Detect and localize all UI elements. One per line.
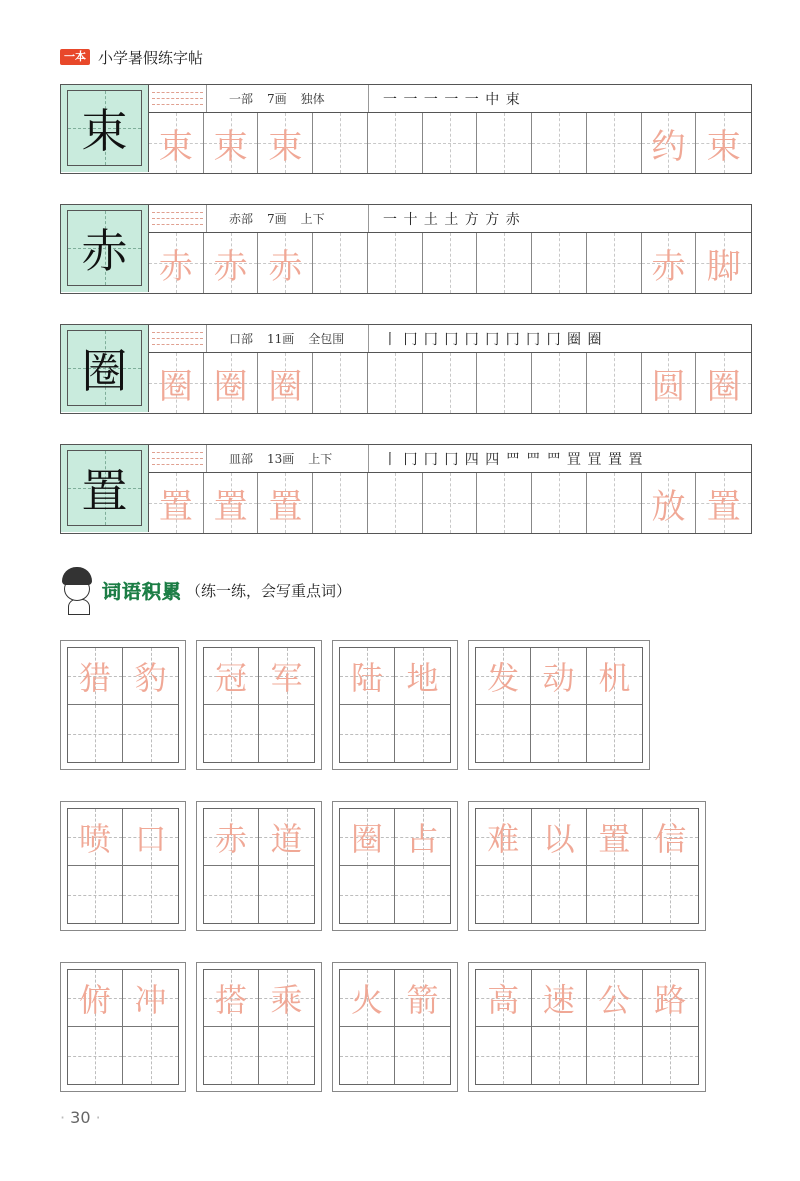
grid-line <box>368 503 422 504</box>
word-cell[interactable] <box>68 1027 123 1084</box>
word-cell[interactable] <box>123 648 178 705</box>
trace-char: 冲 <box>134 981 167 1019</box>
stroke-count: 13画 <box>267 452 295 466</box>
word-cell[interactable] <box>204 1027 259 1084</box>
pinyin-writing-box[interactable] <box>149 325 207 352</box>
practice-cell[interactable] <box>587 473 642 533</box>
practice-cell[interactable] <box>149 233 204 293</box>
word-cell[interactable] <box>643 1027 699 1084</box>
vocab-section-heading <box>58 560 351 620</box>
word-cell[interactable] <box>395 705 450 762</box>
char-practice-row <box>60 444 752 534</box>
practice-cell[interactable] <box>477 113 532 173</box>
grid-line <box>423 263 477 264</box>
series-badge: 一本 <box>60 49 90 65</box>
trace-char: 束 <box>268 126 303 167</box>
practice-cell[interactable] <box>696 113 751 173</box>
stroke-order: 丨 冂 冂 冂 冂 冂 冂 冂 冂 圈 圈 <box>383 331 603 348</box>
practice-cell[interactable] <box>258 113 313 173</box>
grid-line <box>476 895 531 896</box>
word-grid <box>339 969 451 1085</box>
word-cell[interactable] <box>68 648 123 705</box>
word-cell[interactable] <box>340 705 395 762</box>
practice-cell[interactable] <box>642 233 697 293</box>
char-meta <box>211 85 369 112</box>
word-cell[interactable] <box>204 648 259 705</box>
char-practice-row <box>60 84 752 174</box>
structure-label: 全包围 <box>308 332 345 346</box>
trace-char: 圈 <box>158 366 193 407</box>
grid-line <box>259 1056 314 1057</box>
trace-char: 火 <box>350 981 383 1019</box>
practice-cell[interactable] <box>313 233 368 293</box>
trace-char: 圈 <box>350 820 383 858</box>
char-meta <box>211 205 369 232</box>
word-practice-box <box>332 962 458 1092</box>
word-cell[interactable] <box>643 809 699 866</box>
practice-cell[interactable] <box>532 473 587 533</box>
word-cell[interactable] <box>340 1027 395 1084</box>
grid-line <box>532 383 586 384</box>
word-cell[interactable] <box>476 970 532 1027</box>
word-cell[interactable] <box>395 809 450 866</box>
word-practice-box <box>332 640 458 770</box>
pinyin-line <box>152 218 203 219</box>
grid-line <box>368 143 422 144</box>
practice-cell[interactable] <box>423 353 478 413</box>
radical-label: 皿部 <box>229 452 254 466</box>
grid-line <box>587 895 642 896</box>
grid-line <box>532 503 586 504</box>
trace-char: 放 <box>651 486 686 527</box>
grid-line <box>313 263 367 264</box>
radical-label: 一部 <box>229 92 254 106</box>
grid-line <box>643 1056 699 1057</box>
word-cell[interactable] <box>68 970 123 1027</box>
model-char-grid <box>67 210 142 286</box>
practice-cell[interactable] <box>477 353 532 413</box>
word-cell[interactable] <box>476 1027 532 1084</box>
word-cell[interactable] <box>259 809 314 866</box>
trace-char: 高 <box>487 981 520 1019</box>
word-grid <box>67 969 179 1085</box>
grid-line <box>587 503 641 504</box>
practice-cell[interactable] <box>258 353 313 413</box>
word-grid <box>339 808 451 924</box>
stroke-order: 丨 冂 冂 冂 四 四 罒 罒 罒 罝 罝 置 置 <box>383 451 644 468</box>
char-info-bar <box>149 205 751 233</box>
practice-cell[interactable] <box>532 113 587 173</box>
word-cell[interactable] <box>476 648 531 705</box>
practice-cells <box>149 353 751 413</box>
grid-line <box>423 503 477 504</box>
grid-line <box>313 143 367 144</box>
practice-cell[interactable] <box>313 353 368 413</box>
radical-label: 口部 <box>229 332 254 346</box>
page-number: · 30 · <box>60 1108 101 1127</box>
grid-line <box>587 1056 642 1057</box>
word-cell[interactable] <box>259 866 314 923</box>
pinyin-line <box>152 98 203 99</box>
trace-char: 脚 <box>706 246 741 287</box>
grid-line <box>643 895 699 896</box>
model-char-grid <box>67 90 142 166</box>
word-practice-box <box>196 962 322 1092</box>
word-cell[interactable] <box>395 1027 450 1084</box>
grid-line <box>123 1056 178 1057</box>
grid-line <box>123 734 178 735</box>
pinyin-writing-box[interactable] <box>149 445 207 472</box>
vocab-title: 词语积累 <box>102 580 183 603</box>
word-grid <box>203 969 315 1085</box>
trace-char: 赤 <box>213 246 248 287</box>
trace-char: 速 <box>542 981 575 1019</box>
word-practice-box <box>60 962 186 1092</box>
grid-line <box>532 143 586 144</box>
word-cell[interactable] <box>204 970 259 1027</box>
model-char-cell <box>61 205 149 292</box>
grid-line <box>423 143 477 144</box>
practice-cell[interactable] <box>423 113 478 173</box>
trace-char: 以 <box>542 820 575 858</box>
model-char-cell <box>61 325 149 412</box>
word-practice-box <box>60 801 186 931</box>
practice-cell[interactable] <box>642 353 697 413</box>
trace-char: 置 <box>268 486 303 527</box>
practice-cell[interactable] <box>532 353 587 413</box>
trace-char: 口 <box>134 820 167 858</box>
practice-cell[interactable] <box>204 113 259 173</box>
grid-line <box>259 734 314 735</box>
word-cell[interactable] <box>531 705 586 762</box>
word-cell[interactable] <box>587 1027 643 1084</box>
trace-char: 发 <box>487 659 520 697</box>
grid-line <box>477 263 531 264</box>
word-cell[interactable] <box>340 866 395 923</box>
trace-char: 赤 <box>158 246 193 287</box>
word-practice-box <box>60 640 186 770</box>
trace-char: 约 <box>651 126 686 167</box>
practice-cells <box>149 233 751 293</box>
word-cell[interactable] <box>476 809 532 866</box>
model-char: 圈 <box>81 344 128 398</box>
word-cell[interactable] <box>340 648 395 705</box>
grid-line <box>68 1056 122 1057</box>
grid-line <box>204 895 258 896</box>
grid-line <box>340 895 394 896</box>
word-cell[interactable] <box>123 1027 178 1084</box>
grid-line <box>68 734 122 735</box>
grid-line <box>532 895 587 896</box>
trace-char: 豹 <box>134 659 167 697</box>
pinyin-line <box>152 464 203 465</box>
practice-cell[interactable] <box>642 113 697 173</box>
trace-char: 冠 <box>214 659 247 697</box>
structure-label: 独体 <box>300 92 325 106</box>
char-info-bar <box>149 445 751 473</box>
trace-char: 陆 <box>350 659 383 697</box>
word-grid <box>67 808 179 924</box>
word-cell[interactable] <box>259 1027 314 1084</box>
practice-cell[interactable] <box>423 473 478 533</box>
word-cell[interactable] <box>587 648 642 705</box>
grid-line <box>340 734 394 735</box>
word-cell[interactable] <box>476 705 531 762</box>
practice-cell[interactable] <box>313 473 368 533</box>
grid-line <box>477 503 531 504</box>
grid-line <box>68 895 122 896</box>
trace-char: 赤 <box>214 820 247 858</box>
pinyin-line <box>152 332 203 333</box>
model-char-cell <box>61 445 149 532</box>
pinyin-line <box>152 224 203 225</box>
book-title: 小学暑假练字帖 <box>98 48 204 67</box>
word-cell[interactable] <box>68 705 123 762</box>
grid-line <box>587 383 641 384</box>
word-cell[interactable] <box>123 970 178 1027</box>
grid-line <box>423 383 477 384</box>
word-grid <box>475 808 699 924</box>
pinyin-line <box>152 452 203 453</box>
grid-line <box>476 1056 531 1057</box>
word-cell[interactable] <box>587 809 643 866</box>
trace-char: 箭 <box>406 981 439 1019</box>
practice-cell[interactable] <box>149 113 204 173</box>
trace-char: 公 <box>598 981 631 1019</box>
word-cell[interactable] <box>532 866 588 923</box>
word-cell[interactable] <box>204 705 259 762</box>
practice-cell[interactable] <box>258 233 313 293</box>
word-cell[interactable] <box>643 970 699 1027</box>
word-cell[interactable] <box>532 970 588 1027</box>
word-cell[interactable] <box>395 866 450 923</box>
word-cell[interactable] <box>259 648 314 705</box>
trace-char: 军 <box>270 659 303 697</box>
trace-char: 难 <box>487 820 520 858</box>
word-cell[interactable] <box>68 809 123 866</box>
grid-line <box>532 263 586 264</box>
stroke-order: 一 一 一 一 一 中 束 <box>383 91 521 108</box>
vocab-subtitle: （练一练，会写重点词） <box>186 581 352 600</box>
trace-char: 圆 <box>651 366 686 407</box>
practice-cell[interactable] <box>587 233 642 293</box>
word-cell[interactable] <box>476 866 532 923</box>
trace-char: 束 <box>158 126 193 167</box>
word-practice-box <box>468 962 706 1092</box>
word-cell[interactable] <box>123 809 178 866</box>
trace-char: 圈 <box>268 366 303 407</box>
radical-label: 赤部 <box>229 212 254 226</box>
grid-line <box>531 734 585 735</box>
model-char-cell <box>61 85 149 172</box>
word-practice-box <box>196 801 322 931</box>
word-cell[interactable] <box>643 866 699 923</box>
word-cell[interactable] <box>395 648 450 705</box>
trace-char: 赤 <box>268 246 303 287</box>
practice-cell[interactable] <box>696 233 751 293</box>
practice-cell[interactable] <box>587 353 642 413</box>
stroke-count: 7画 <box>267 212 287 226</box>
trace-char: 喷 <box>78 820 111 858</box>
grid-line <box>477 383 531 384</box>
word-grid <box>203 647 315 763</box>
trace-char: 机 <box>598 659 631 697</box>
char-info-bar <box>149 325 751 353</box>
grid-line <box>313 383 367 384</box>
grid-line <box>368 263 422 264</box>
practice-cell[interactable] <box>477 233 532 293</box>
word-cell[interactable] <box>587 705 642 762</box>
stroke-count: 7画 <box>267 92 287 106</box>
trace-char: 置 <box>598 820 631 858</box>
trace-char: 搭 <box>214 981 247 1019</box>
char-meta <box>211 445 369 472</box>
trace-char: 猎 <box>78 659 111 697</box>
pinyin-writing-box[interactable] <box>149 205 207 232</box>
practice-cells <box>149 113 751 173</box>
model-char: 束 <box>81 104 128 158</box>
stroke-count: 11画 <box>267 332 295 346</box>
char-info-bar <box>149 85 751 113</box>
trace-char: 置 <box>706 486 741 527</box>
word-cell[interactable] <box>259 970 314 1027</box>
model-char-grid <box>67 330 142 406</box>
grid-line <box>204 734 258 735</box>
word-cell[interactable] <box>204 866 259 923</box>
practice-cell[interactable] <box>204 473 259 533</box>
pinyin-line <box>152 458 203 459</box>
word-cell[interactable] <box>531 648 586 705</box>
word-cell[interactable] <box>259 705 314 762</box>
char-meta <box>211 325 369 352</box>
word-cell[interactable] <box>587 866 643 923</box>
practice-cell[interactable] <box>149 473 204 533</box>
page-header <box>60 46 203 68</box>
word-practice-box <box>468 640 650 770</box>
structure-label: 上下 <box>308 452 333 466</box>
practice-cell[interactable] <box>368 233 423 293</box>
word-cell[interactable] <box>340 809 395 866</box>
grid-line <box>368 383 422 384</box>
word-grid <box>203 808 315 924</box>
grid-line <box>395 734 450 735</box>
practice-cell[interactable] <box>696 473 751 533</box>
trace-char: 占 <box>406 820 439 858</box>
word-grid <box>67 647 179 763</box>
grid-line <box>476 734 530 735</box>
grid-line <box>587 263 641 264</box>
word-cell[interactable] <box>532 809 588 866</box>
grid-line <box>395 1056 450 1057</box>
word-cell[interactable] <box>340 970 395 1027</box>
practice-cell[interactable] <box>313 113 368 173</box>
pinyin-line <box>152 344 203 345</box>
practice-cells <box>149 473 751 533</box>
word-cell[interactable] <box>204 809 259 866</box>
grid-line <box>123 895 178 896</box>
trace-char: 束 <box>213 126 248 167</box>
word-grid <box>475 969 699 1085</box>
word-cell[interactable] <box>395 970 450 1027</box>
pinyin-line <box>152 338 203 339</box>
trace-char: 动 <box>542 659 575 697</box>
trace-char: 束 <box>706 126 741 167</box>
grid-line <box>259 895 314 896</box>
grid-line <box>532 1056 587 1057</box>
thinking-boy-icon <box>58 565 100 615</box>
trace-char: 信 <box>654 820 687 858</box>
trace-char: 俯 <box>78 981 111 1019</box>
word-grid <box>339 647 451 763</box>
pinyin-line <box>152 212 203 213</box>
word-practice-box <box>332 801 458 931</box>
model-char: 赤 <box>81 224 128 278</box>
word-grid <box>475 647 643 763</box>
pinyin-line <box>152 92 203 93</box>
practice-cell[interactable] <box>587 113 642 173</box>
char-practice-row <box>60 324 752 414</box>
practice-cell[interactable] <box>204 233 259 293</box>
practice-cell[interactable] <box>532 233 587 293</box>
word-cell[interactable] <box>587 970 643 1027</box>
pinyin-writing-box[interactable] <box>149 85 207 112</box>
trace-char: 置 <box>213 486 248 527</box>
trace-char: 乘 <box>270 981 303 1019</box>
structure-label: 上下 <box>300 212 325 226</box>
practice-cell[interactable] <box>423 233 478 293</box>
trace-char: 赤 <box>651 246 686 287</box>
word-cell[interactable] <box>68 866 123 923</box>
model-char: 置 <box>81 464 128 518</box>
trace-char: 地 <box>406 659 439 697</box>
practice-cell[interactable] <box>696 353 751 413</box>
practice-cell[interactable] <box>368 353 423 413</box>
grid-line <box>587 143 641 144</box>
trace-char: 道 <box>270 820 303 858</box>
trace-char: 置 <box>158 486 193 527</box>
char-practice-row <box>60 204 752 294</box>
trace-char: 圈 <box>213 366 248 407</box>
word-cell[interactable] <box>123 705 178 762</box>
grid-line <box>313 503 367 504</box>
grid-line <box>395 895 450 896</box>
practice-cell[interactable] <box>368 113 423 173</box>
word-cell[interactable] <box>123 866 178 923</box>
pinyin-line <box>152 104 203 105</box>
practice-cell[interactable] <box>258 473 313 533</box>
practice-cell[interactable] <box>642 473 697 533</box>
practice-cell[interactable] <box>368 473 423 533</box>
word-practice-box <box>468 801 706 931</box>
word-cell[interactable] <box>532 1027 588 1084</box>
grid-line <box>340 1056 394 1057</box>
practice-cell[interactable] <box>149 353 204 413</box>
word-practice-box <box>196 640 322 770</box>
grid-line <box>587 734 642 735</box>
stroke-order: 一 十 土 土 方 方 赤 <box>383 211 521 228</box>
model-char-grid <box>67 450 142 526</box>
grid-line <box>204 1056 258 1057</box>
trace-char: 圈 <box>706 366 741 407</box>
practice-cell[interactable] <box>204 353 259 413</box>
grid-line <box>477 143 531 144</box>
practice-cell[interactable] <box>477 473 532 533</box>
trace-char: 路 <box>654 981 687 1019</box>
